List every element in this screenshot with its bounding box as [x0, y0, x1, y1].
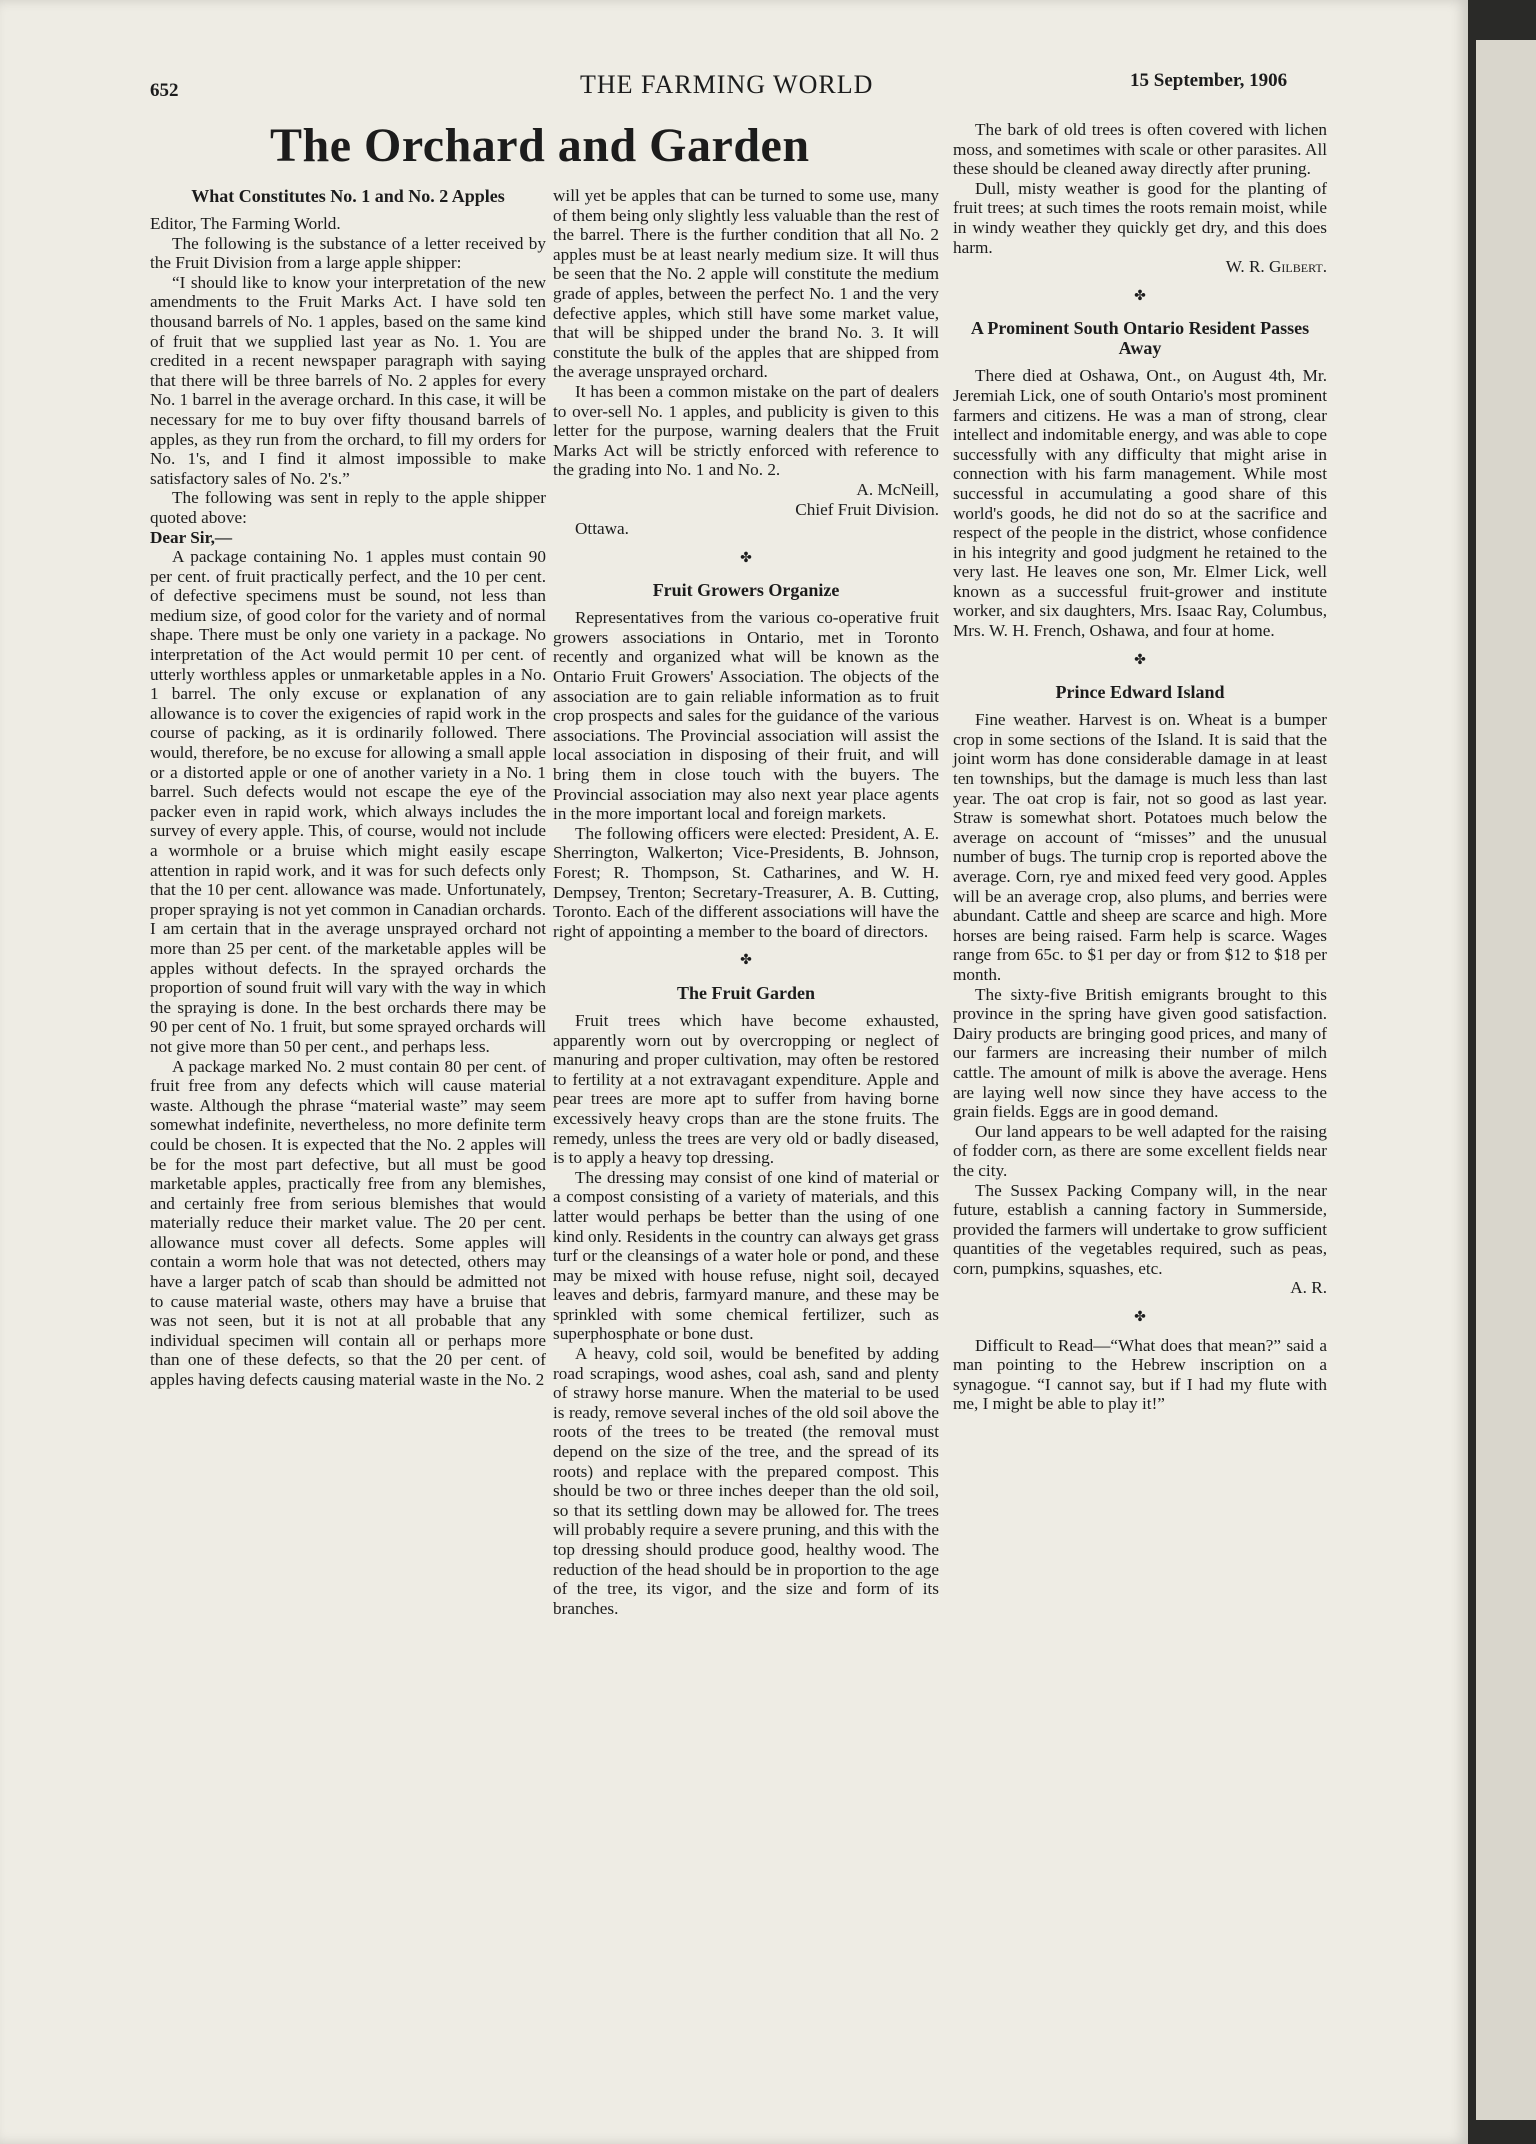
paragraph: The dressing may consist of one kind of material or a compost consisting of a variety of materials, and this latter would perhaps be better than the using of one kind only. Residents in the country can always get grass turf or the cleansings of a water hole or pond, and these may be mixed with house refuse, night soil, decayed leaves and debris, farmyard manure, and these may be sprinkled with some chemical fertilizer, such as superphosphate or bone dust.: [553, 1167, 939, 1344]
paragraph: The following is the substance of a letter received by the Fruit Division from a large apple shipper:: [150, 233, 546, 273]
editor-line: Editor, The Farming World.: [150, 214, 341, 233]
paragraph: The sixty-five British emigrants brought to this province in the spring have given good satisfaction. Dairy products are bringing good prices, and many of our farmers are increasing their number of milch cattle. The amount of milk is above the average. Hens are laying well now since they have access to the grain fields. Eggs are in good demand.: [953, 984, 1327, 1122]
separator-ornament: ✤: [740, 953, 752, 969]
separator-ornament: ✤: [1134, 288, 1146, 304]
adjacent-page-edge: [1468, 0, 1536, 2144]
section-title: The Orchard and Garden: [270, 119, 810, 172]
paragraph: The following officers were elected: President, A. E. Sherrington, Walkerton; Vice-Presidents, B. Johnson, Forest; R. Thompson, St. Catharines, and W. H. Dempsey, Trenton; Secretary-Treasurer, A. B. Cutting, Toronto. Each of the different associations will have the right of appointing a member to the board of directors.: [553, 823, 939, 941]
issue-date: 15 September, 1906: [1130, 70, 1288, 91]
paragraph: Our land appears to be well adapted for the raising of fodder corn, as there are some excellent fields near the city.: [953, 1121, 1327, 1180]
separator-ornament: ✤: [1134, 652, 1146, 668]
paragraph: will yet be apples that can be turned to some use, many of them being only slightly less valuable than the rest of the barrel. There is the further condition that all No. 2 apples must be at least nearly medium size. It will thus be seen that the No. 2 apple will constitute the medium grade of apples, between the perfect No. 1 and the very defective apples, which still have some market value, that will be shipped under the brand No. 3. It will constitute the bulk of the apples that are shipped from the average unsprayed orchard.: [553, 186, 939, 382]
signature-name: A. McNeill,: [856, 479, 939, 499]
dateline: Ottawa.: [575, 519, 629, 539]
paragraph: A package marked No. 2 must contain 80 per cent. of fruit free from any defects which will cause material waste. Although the phrase “material waste” may seem somewhat indefinite, nevertheless, no more definite term could be chosen. It is expected that the No. 2 apples will be for the most part defective, but all must be good marketable apples, practically free from any blemishes, and certainly free from serious blemishes that would materially reduce their market value. The 20 per cent. allowance must cover all defects. Some apples will contain a worm hole that was not detected, others may have a larger patch of scab than should be admitted not to cause material waste, others may have a bruise that was not seen, but it is not at all probable that any individual specimen will contain all or perhaps more than one of these defects, so that the 20 per cent. of apples having defects causing material waste in the No. 2: [150, 1056, 546, 1390]
page-header: [0, 64, 1468, 104]
paragraph: “I should like to know your interpretation of the new amendments to the Fruit Marks Act. I have sold ten thousand barrels of No. 1 apples, based on the same kind of fruit that we supplied last year as No. 1. You are credited in a recent newspaper paragraph with saying that there will be three barrels of No. 2 apples for every No. 1 barrel in the average orchard. In this case, it will be necessary for me to buy over fifty thousand barrels of apples, as they run from the orchard, to fill my orders for No. 1's, and I find it almost impossible to make satisfactory sales of No. 2's.”: [150, 272, 546, 488]
paragraph: The Sussex Packing Company will, in the near future, establish a canning factory in Summerside, provided the farmers will undertake to grow sufficient quantities of the vegetables required, such as peas, corn, pumpkins, squashes, etc.: [953, 1180, 1327, 1278]
separator-ornament: ✤: [740, 550, 752, 566]
paragraph: It has been a common mistake on the part of dealers to over-sell No. 1 apples, and publicity is given to this letter for the purpose, warning dealers that the Fruit Marks Act will be strictly enforced with reference to the grading into No. 1 and No. 2.: [553, 381, 939, 480]
paragraph: Representatives from the various co-operative fruit growers associations in Ontario, met in Toronto recently and organized what will be known as the Ontario Fruit Growers' Association. The objects of the association are to gain reliable information as to fruit crop prospects and sales for the guidance of the various associations. The Provincial association will assist the local association in disposing of their fruit, and will bring them in close touch with the buyers. The Provincial association may also next year place agents in the more important local and foreign markets.: [553, 608, 939, 824]
column-1: [150, 186, 546, 1390]
article-title-obituary: A Prominent South Ontario Resident Passes Away: [970, 318, 1310, 359]
article-title-apple-grades: What Constitutes No. 1 and No. 2 Apples: [191, 186, 505, 206]
salutation: Dear Sir,—: [150, 527, 233, 547]
paragraph: The bark of old trees is often covered with lichen moss, and sometimes with scale or other parasites. All these should be cleaned away directly after pruning.: [953, 120, 1327, 179]
article-title-pei: Prince Edward Island: [1055, 682, 1225, 703]
paragraph: Fruit trees which have become exhausted, apparently worn out by overcropping or neglect of manuring and proper cultivation, may often be restored to fertility at a not extravagant expenditure. Apple and pear trees are more apt to suffer from having borne excessively heavy crops than are the stone fruits. The remedy, unless the trees are very old or badly diseased, is to apply a heavy top dressing.: [553, 1010, 939, 1168]
separator-ornament: ✤: [1134, 1310, 1146, 1326]
paragraph: Fine weather. Harvest is on. Wheat is a bumper crop in some sections of the Island. It is said that the joint worm has done considerable damage in at least ten townships, but the damage is much less than last year. The oat crop is fair, not so good as last year. Straw is somewhat short. Potatoes much below the average on account of “misses” and the unusual number of bugs. The turnip crop is reported above the average. Corn, rye and mixed feed very good. Apples will be an average crop, also plums, and berries were abundant. Cattle and sheep are scarce and high. More horses are being raised. Farm help is scarce. Wages range from 65c. to $1 per day or from $12 to $18 per month.: [953, 710, 1327, 984]
article-title-fruit-growers: Fruit Growers Organize: [652, 580, 840, 601]
signature: A. R.: [1290, 1278, 1327, 1298]
paragraph: The following was sent in reply to the apple shipper quoted above:: [150, 488, 546, 527]
page-number: 652: [150, 80, 179, 101]
next-page-sliver: [1476, 40, 1536, 2120]
paragraph: Dull, misty weather is good for the planting of fruit trees; at such times the roots remain moist, while in windy weather they quickly get dry, and this does harm.: [953, 178, 1327, 257]
paragraph: There died at Oshawa, Ont., on August 4th, Mr. Jeremiah Lick, one of south Ontario's most prominent farmers and citizens. He was a man of strong, clear intellect and indomitable energy, and was able to cope successfully with any difficulty that might arise in connection with his farm management. While most successful in accumulating a good share of this world's goods, he did not do so at the sacrifice and respect of the people in the district, whose confidence in his integrity and good judgment he retained to the very last. He leaves one son, Mr. Elmer Lick, well known as a successful fruit-grower and institute worker, and six daughters, Mrs. Isaac Ray, Columbus, Mrs. W. H. French, Oshawa, and four at home.: [953, 366, 1327, 641]
signature-title: Chief Fruit Division.: [795, 499, 939, 519]
column-2: [553, 186, 939, 1618]
paragraph: A heavy, cold soil, would be benefited by adding road scrapings, wood ashes, coal ash, sand and plenty of strawy horse manure. When the material to be used is ready, remove several inches of the old soil above the roots of the trees to be treated (the removal must depend on the size of the tree, and the spread of its roots) and replace with the prepared compost. This should be two or three inches deeper than the old soil, so that its settling down may be allowed for. The trees will probably require a severe pruning, and this with the top dressing should produce good, healthy wood. The reduction of the head should be in proportion to the age of the tree, its vigor, and the size and form of its branches.: [553, 1344, 939, 1618]
column-3: [953, 120, 1327, 1414]
signature: W. R. Gilbert.: [1225, 257, 1327, 277]
article-title-fruit-garden: The Fruit Garden: [677, 982, 815, 1003]
paragraph: Difficult to Read—“What does that mean?” said a man pointing to the Hebrew inscription on a synagogue. “I cannot say, but if I had my flute with me, I might be able to play it!”: [953, 1335, 1327, 1414]
publication-title: THE FARMING WORLD: [580, 70, 874, 99]
paragraph: A package containing No. 1 apples must contain 90 per cent. of fruit practically perfect, and the 10 per cent. of defective specimens must be sound, not less than medium size, of good color for the variety and of normal shape. There must be only one variety in a package. No interpretation of the Act would permit 10 per cent. of utterly worthless apples or unmarketable apples in a No. 1 barrel. The only excuse or explanation of any allowance is to cover the exigencies of rapid work in the course of packing, as it is ordinarily followed. There would, therefore, be no excuse for allowing a small apple or a distorted apple or one of another variety in a No. 1 barrel. Such defects would not escape the eye of the packer even in rapid work, which always includes the survey of every apple. This, of course, would not include a wormhole or a bruise which might easily escape attention in rapid work, and it was for such defects only that the 10 per cent. allowance was made. Unfortunately, proper spraying is not yet common in Canadian orchards. I am certain that in the average unsprayed orchard not more than 25 per cent. of the marketable apples will be apples without defects. In the sprayed orchards the proportion of sound fruit will vary with the way in which the spraying is done. In the best orchards there may be 90 per cent of No. 1 fruit, but some sprayed orchards will not give more than 50 per cent., and perhaps less.: [150, 547, 546, 1056]
